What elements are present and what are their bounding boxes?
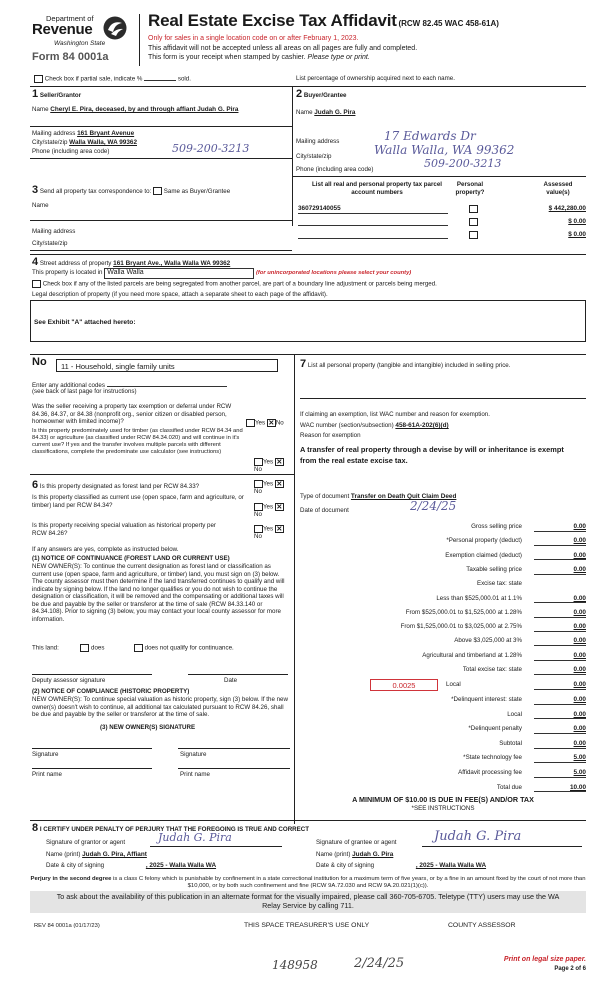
section-2: 2 Buyer/Grantee bbox=[296, 88, 347, 100]
buyer-phone-row: Phone (including area code) 509-200-3213 bbox=[296, 157, 502, 173]
same-as-buyer-checkbox[interactable] bbox=[153, 187, 162, 195]
calc-label: Agricultural and timberland at 1.28% bbox=[422, 651, 522, 659]
seller-name[interactable]: Cheryl E. Pira, deceased, by and through affiant Judah G. Pira bbox=[50, 106, 239, 113]
does-not-qualify-checkbox[interactable] bbox=[134, 644, 143, 652]
calc-value[interactable]: 0.00 bbox=[534, 666, 586, 675]
owner-print-name-1[interactable]: Print name bbox=[32, 771, 62, 778]
calc-value[interactable]: 0.00 bbox=[534, 711, 586, 720]
parcel-value[interactable]: $ 0.00 bbox=[568, 231, 586, 238]
document-date[interactable]: 2/24/25 bbox=[410, 499, 457, 513]
land-use-select[interactable]: 11 - Household, single family units bbox=[56, 359, 278, 372]
deputy-date[interactable]: Date bbox=[224, 677, 238, 684]
grantor-date-row: Date & city of signing , 2025 - Walla Walla WA bbox=[46, 862, 217, 869]
owner-signature-1[interactable]: Signature bbox=[32, 751, 59, 758]
section-6: 6 Is this property designated as forest land per RCW 84.33? Yes ✕No bbox=[32, 479, 283, 496]
grantee-name-row: Name (print) Judah G. Pira bbox=[316, 851, 394, 858]
treasurer-stamp-date: 2/24/25 bbox=[354, 956, 405, 971]
parcel-value[interactable]: $ 0.00 bbox=[568, 218, 586, 225]
grantee-date-row: Date & city of signing , 2025 - Walla Walla WA bbox=[316, 862, 487, 869]
parcel-value[interactable]: $ 442,280.00 bbox=[548, 205, 586, 212]
calc-label: Total excise tax: state bbox=[462, 666, 522, 673]
parcel-account[interactable] bbox=[298, 218, 448, 226]
treasurer-space: THIS SPACE TREASURER'S USE ONLY bbox=[244, 922, 370, 929]
parcel-row bbox=[298, 218, 586, 228]
parcel-row bbox=[298, 231, 586, 241]
calc-value[interactable]: 0.00 bbox=[534, 725, 586, 734]
additional-codes-row: Enter any additional codes bbox=[32, 380, 227, 390]
forest-no-checkbox[interactable]: ✕ bbox=[276, 481, 283, 488]
calc-label: *State technology fee bbox=[463, 754, 522, 762]
timber-no-checkbox[interactable]: ✕ bbox=[276, 459, 283, 466]
county-select[interactable]: Walla Walla bbox=[104, 268, 254, 279]
parcel-account[interactable] bbox=[298, 231, 448, 239]
document-type[interactable]: Transfer on Death Quit Claim Deed bbox=[350, 493, 457, 500]
buyer-phone[interactable]: 509-200-3213 bbox=[424, 157, 502, 170]
property-location-row: This property is located in Walla Walla (for unincorporated locations please select your county) bbox=[32, 268, 411, 279]
seller-mail-row: Mailing address 161 Bryant Avenue bbox=[32, 130, 135, 137]
current-use-yes-checkbox[interactable] bbox=[254, 503, 263, 511]
calc-label: Exemption claimed (deduct) bbox=[445, 551, 522, 559]
historic-yes-checkbox[interactable] bbox=[254, 525, 263, 533]
calc-label: Excise tax: state bbox=[476, 580, 522, 588]
calc-value[interactable]: 0.00 bbox=[534, 609, 586, 618]
parcel-header: List all real and personal property tax parcel account numbers Personal property? Assessed value(s) bbox=[312, 181, 573, 196]
forest-yes-checkbox[interactable] bbox=[254, 480, 263, 488]
section-1: 1 Seller/Grantor bbox=[32, 88, 82, 100]
doc-type-row: Type of document Transfer on Death Quit Claim Deed bbox=[300, 493, 457, 500]
local-rate-box[interactable]: 0.0025 bbox=[370, 679, 438, 691]
calc-label: Less than $525,000.01 at 1.1% bbox=[436, 594, 522, 602]
current-use-question: Is this property classified as current use (open space, farm and agriculture, or timber) land per RCW 84.34? Yes ✕No bbox=[32, 494, 283, 519]
legal-label: Legal description of property (if you need more space, attach a separate sheet to each page of the affidavit). bbox=[32, 291, 328, 298]
does-qualify-checkbox[interactable] bbox=[80, 644, 89, 652]
calc-label: From $1,525,000.01 to $3,025,000 at 2.75% bbox=[400, 623, 522, 631]
calc-value[interactable]: 5.00 bbox=[534, 754, 586, 763]
partial-sale-checkbox[interactable] bbox=[34, 75, 43, 83]
seller-phone[interactable]: 509-200-3213 bbox=[172, 142, 250, 155]
buyer-city[interactable]: Walla Walla, WA 99362 bbox=[374, 143, 515, 157]
section-4: 4 Street address of property 161 Bryant Ave., Walla Walla WA 99362 bbox=[32, 256, 231, 268]
calc-label: Gross selling price bbox=[471, 523, 522, 530]
exemption-question: Was the seller receiving a property tax exemption or deferral under RCW 84.36, 84.37, or 84.38 (nonprofit org., senior citizen or disabled person, homeowner with limited income)? Yes ✕ No bbox=[32, 403, 284, 427]
calc-value[interactable]: 0.00 bbox=[534, 566, 586, 575]
local-tax-value[interactable]: 0.00 bbox=[534, 681, 586, 690]
perjury-note: Perjury in the second degree is a class C felony which is punishable by confinement in a state correctional institution for a maximum term of five years, or by a fine in an amount fixed by the court of not more than $10,000, or by both such confinement and fine (RCW 9A.72.030 and RCW 9A.20.021(1)(c)). bbox=[30, 876, 586, 890]
correspondence-city[interactable]: City/state/zip bbox=[32, 240, 68, 247]
minimum-note: A MINIMUM OF $10.00 IS DUE IN FEE(S) AND/OR TAX bbox=[352, 795, 534, 804]
wac-number[interactable]: 458-61A-202(6)(d) bbox=[395, 422, 449, 429]
dor-logo bbox=[30, 12, 132, 68]
calc-value[interactable]: 10.00 bbox=[534, 784, 586, 793]
calc-value[interactable]: 0.00 bbox=[534, 740, 586, 749]
calc-label: Affidavit processing fee bbox=[458, 769, 522, 776]
parcel-row bbox=[298, 205, 586, 215]
seller-name-row: Name Cheryl E. Pira, deceased, by and through affiant Judah G. Pira bbox=[32, 106, 239, 113]
partial-sale-row: Check box if partial sale, indicate % sold. bbox=[34, 75, 191, 83]
legal-paper-note: Print on legal size paper. bbox=[503, 956, 586, 963]
calc-value[interactable]: 0.00 bbox=[534, 595, 586, 604]
receipt-note: This form is your receipt when stamped by cashier. Please type or print. bbox=[148, 54, 370, 61]
calc-value[interactable]: 0.00 bbox=[534, 552, 586, 561]
seller-mail[interactable]: 161 Bryant Avenue bbox=[77, 130, 135, 137]
calc-label: Subtotal bbox=[499, 739, 522, 747]
boundary-checkbox[interactable] bbox=[32, 280, 41, 288]
grantor-name-row: Name (print) Judah G. Pira, Affiant bbox=[46, 851, 147, 858]
accessibility-banner: To ask about the availability of this publication in an alternate format for the visually impaired, please call 360-705-6705. Teletype (TTY) users may use the WA Relay Service by calling 711. bbox=[30, 891, 586, 913]
form-number: Form 84 0001a bbox=[32, 51, 109, 63]
property-street[interactable]: 161 Bryant Ave., Walla Walla WA 99362 bbox=[113, 260, 231, 267]
treasurer-stamp-number: 148958 bbox=[272, 958, 318, 972]
calc-label: *Delinquent penalty bbox=[468, 725, 522, 733]
boundary-row: Check box if any of the listed parcels are being segregated from another parcel, are part of a boundary line adjustment or parcels being merged. bbox=[32, 280, 586, 288]
section-3: 3 Send all property tax correspondence to: Same as Buyer/Grantee bbox=[32, 184, 231, 196]
calc-value[interactable]: 0.00 bbox=[534, 652, 586, 661]
owner-print-name-2[interactable]: Print name bbox=[180, 771, 210, 778]
grantee-date[interactable]: , 2025 - Walla Walla WA bbox=[415, 862, 487, 869]
dept-line1: Department of bbox=[46, 14, 94, 23]
buyer-name-row: Name Judah G. Pira bbox=[296, 109, 356, 116]
calc-label: *Personal property (deduct) bbox=[446, 537, 522, 545]
section-5: No bbox=[32, 356, 47, 368]
calc-label: From $525,000.01 to $1,525,000 at 1.28% bbox=[405, 608, 522, 616]
wac-row: WAC number (section/subsection) 458-61A-202(6)(d) bbox=[300, 422, 449, 429]
section-8: 8 I CERTIFY UNDER PENALTY OF PERJURY THAT THE FOREGOING IS TRUE AND CORRECT bbox=[32, 822, 310, 834]
personal-property-checkbox[interactable] bbox=[469, 218, 478, 226]
additional-codes-input[interactable] bbox=[107, 380, 227, 387]
dept-line2: Revenue bbox=[32, 21, 93, 38]
correspondence-mail[interactable]: Mailing address bbox=[32, 228, 76, 235]
section-7: 7 List all personal property (tangible and intangible) included in selling price. bbox=[300, 358, 511, 370]
grantor-date[interactable]: , 2025 - Walla Walla WA bbox=[145, 862, 217, 869]
owner-signature-2[interactable]: Signature bbox=[180, 751, 207, 758]
calc-label: Local bbox=[507, 710, 522, 718]
grantee-name[interactable]: Judah G. Pira bbox=[352, 851, 394, 858]
calc-value[interactable]: 0.00 bbox=[534, 537, 586, 546]
personal-property-checkbox[interactable] bbox=[469, 205, 478, 213]
historic-no-checkbox[interactable]: ✕ bbox=[276, 526, 283, 533]
ownership-note: List percentage of ownership acquired next to each name. bbox=[296, 75, 455, 82]
dor-swirl-icon bbox=[102, 15, 128, 41]
calc-value[interactable]: 5.00 bbox=[534, 769, 586, 778]
buyer-city-row: City/state/zip Walla Walla, WA 99362 bbox=[296, 143, 515, 160]
rev-number: REV 84 0001a (01/17/23) bbox=[34, 923, 100, 929]
historic-question: Is this property receiving special valuation as historical property per RCW 84.26? Yes ✕No bbox=[32, 522, 283, 541]
exemption-no-checkbox[interactable]: ✕ bbox=[268, 420, 275, 427]
red-note: Only for sales in a single location code on or after February 1, 2023. bbox=[148, 35, 359, 42]
page-number: Page 2 of 6 bbox=[554, 966, 586, 972]
timber-question: Is this property predominately used for timber (as classified under RCW 84.34 and 84.33) or agriculture (as classified under RCW 84.34.020) and will continue in it's current use? If yes and the transfer involves multiple parcels with different classifications, complete the predominate use calculator (see instructions) Yes ✕No bbox=[32, 428, 283, 474]
calc-label: *Delinquent interest: state bbox=[451, 696, 522, 703]
correspondence-name[interactable]: Name bbox=[32, 202, 49, 209]
parcel-account[interactable]: 360729140055 bbox=[298, 205, 448, 214]
page-title: Real Estate Excise Tax Affidavit (RCW 82.45 WAC 458-61A) bbox=[148, 11, 499, 30]
calc-label: Taxable selling price bbox=[466, 565, 522, 573]
grantor-signature[interactable]: Judah G. Pira bbox=[158, 831, 232, 844]
calc-value[interactable]: 0.00 bbox=[534, 637, 586, 646]
calc-value[interactable]: 0.00 bbox=[534, 623, 586, 632]
calc-value[interactable]: 0.00 bbox=[534, 696, 586, 705]
buyer-name[interactable]: Judah G. Pira bbox=[314, 109, 356, 116]
dept-line3: Washington State bbox=[54, 40, 106, 47]
timber-yes-checkbox[interactable] bbox=[254, 458, 263, 466]
exemption-yes-checkbox[interactable] bbox=[246, 419, 255, 427]
deputy-signature[interactable]: Deputy assessor signature bbox=[32, 677, 106, 684]
grantee-signature-row: Signature of grantee or agent Judah G. Pira bbox=[316, 829, 522, 846]
seller-phone-row: Phone (including area code) 509-200-3213 bbox=[32, 142, 250, 155]
acceptance-note: This affidavit will not be accepted unless all areas on all pages are fully and completed. bbox=[148, 45, 418, 52]
county-assessor-space: COUNTY ASSESSOR bbox=[448, 922, 516, 929]
legal-description-box[interactable]: See Exhibit "A" attached hereto: bbox=[30, 300, 586, 342]
buyer-mail-row: Mailing address 17 Edwards Dr bbox=[296, 129, 476, 145]
grantee-signature[interactable]: Judah G. Pira bbox=[434, 829, 522, 844]
calc-label: Total due bbox=[496, 783, 522, 791]
seller-city[interactable]: Walla Walla, WA 99362 bbox=[69, 139, 137, 146]
grantor-name[interactable]: Judah G. Pira, Affiant bbox=[82, 851, 147, 858]
qualify-row: This land: does does not qualify for continuance. bbox=[32, 644, 234, 652]
doc-date-row: Date of document 2/24/25 bbox=[300, 499, 457, 514]
buyer-mail[interactable]: 17 Edwards Dr bbox=[384, 129, 476, 143]
grantor-signature-row: Signature of grantor or agent Judah G. Pira bbox=[46, 831, 232, 846]
current-use-no-checkbox[interactable]: ✕ bbox=[276, 504, 283, 511]
calc-value[interactable]: 0.00 bbox=[534, 523, 586, 532]
seller-city-row: City/state/zip Walla Walla, WA 99362 bbox=[32, 139, 137, 146]
calc-label: Above $3,025,000 at 3% bbox=[454, 637, 522, 645]
exemption-reason[interactable]: A transfer of real property through a devise by will or inheritance is exempt from the real estate excise tax. bbox=[300, 445, 564, 466]
personal-property-checkbox[interactable] bbox=[469, 231, 478, 239]
